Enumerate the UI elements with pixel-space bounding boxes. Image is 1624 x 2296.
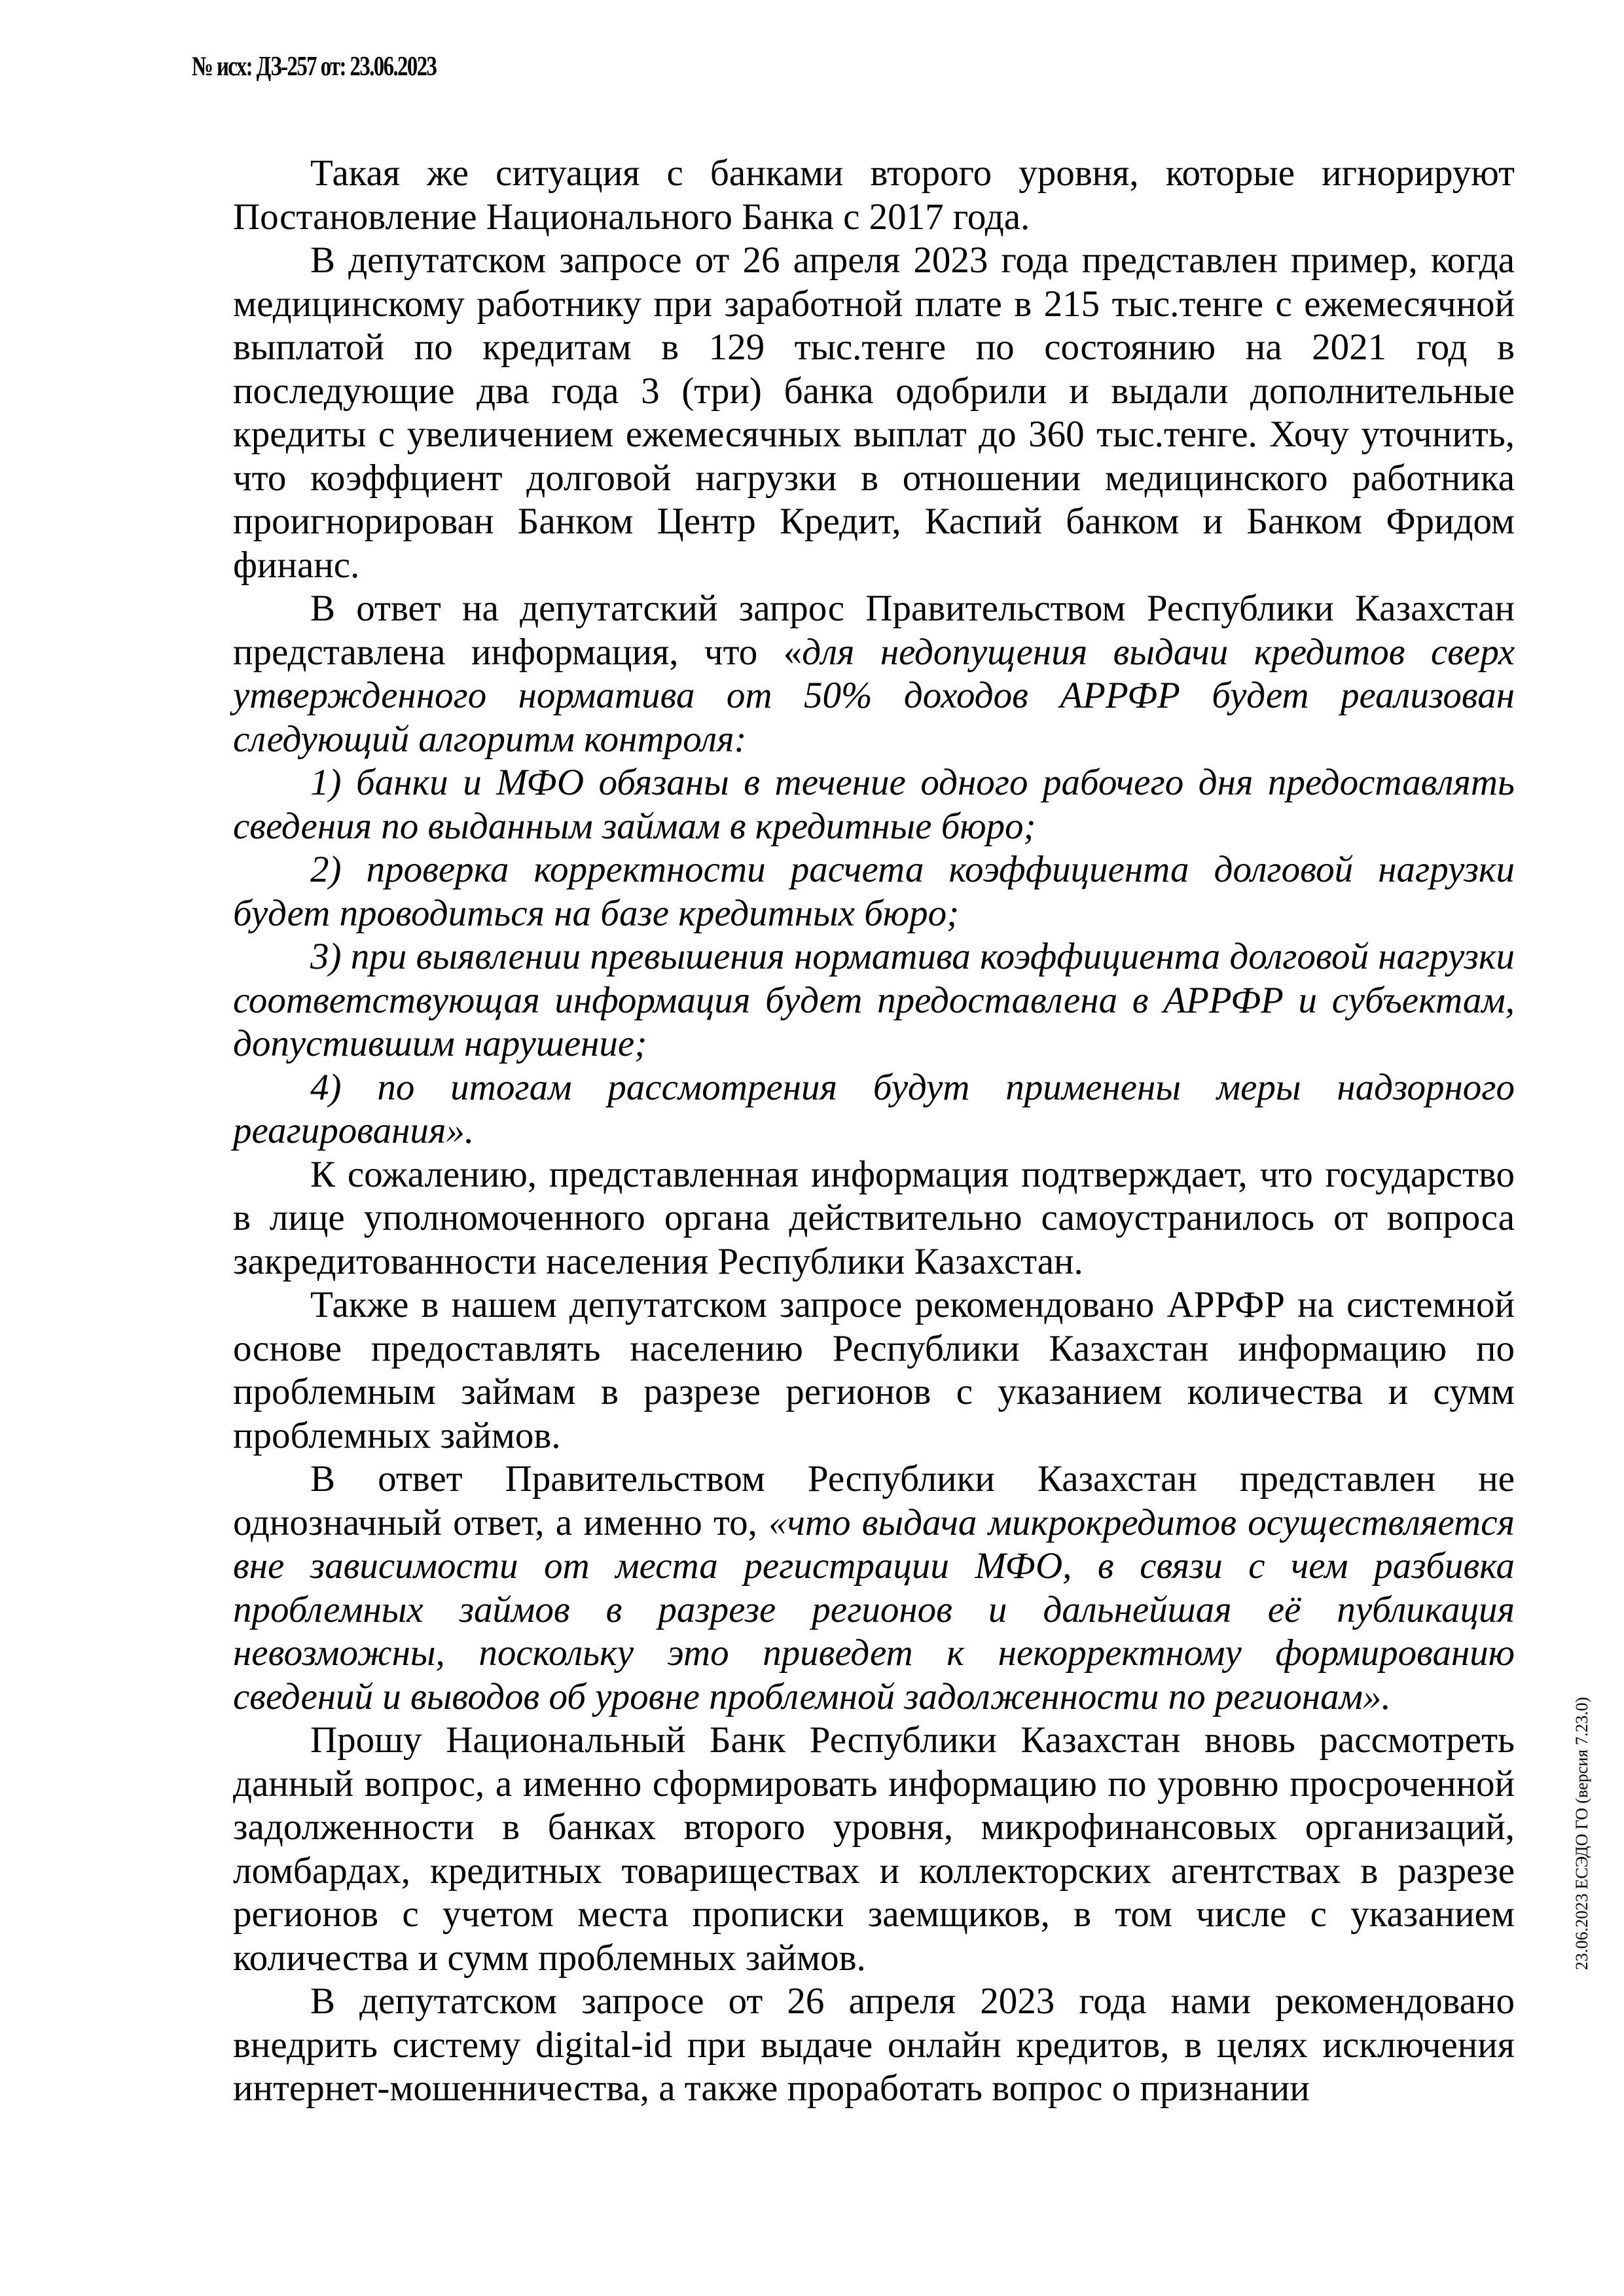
paragraph-text: К сожалению, представленная информация подтверждает, что государство в лице уполномоченного органа действительно самоустранилось от вопроса закредитованности населения Республики Казахстан. xyxy=(233,1153,1515,1282)
paragraph-text: В ответ на депутатский запрос Правительством Республики Казахстан представлена информация, что « xyxy=(233,588,1515,673)
paragraph-text: В депутатском запросе от 26 апреля 2023 года нами рекомендовано внедрить систему digital-id при выдаче онлайн кредитов, в целях исключения интернет-мошенничества, а также проработать вопрос о признании xyxy=(233,1981,1515,2109)
paragraph xyxy=(233,1153,1515,1284)
paragraph xyxy=(233,239,1515,587)
paragraph xyxy=(233,152,1515,239)
document-body xyxy=(233,152,1515,2111)
paragraph-quote: 4) по итогам рассмотрения будут применены меры надзорного реагирования». xyxy=(233,1066,1515,1151)
paragraph xyxy=(233,1458,1515,1719)
paragraph-text: Такая же ситуация с банками второго уровня, которые игнорируют Постановление Национального Банка с 2017 года. xyxy=(233,152,1515,238)
paragraph-text: В депутатском запросе от 26 апреля 2023 года представлен пример, когда медицинскому работнику при заработной плате в 215 тыс.тенге с ежемесячной выплатой по кредитам в 129 тыс.тенге по состоянию на 2021 год в последующие два года 3 (три) банка одобрили и выдали дополнительные кредиты с увеличением ежемесячных выплат до 360 тыс.тенге. Хочу уточнить, что коэффциент долговой нагрузки в отношении медицинского работника проигнорирован Банком Центр Кредит, Каспий банком и Банком Фридом финанс. xyxy=(233,240,1515,586)
paragraph xyxy=(233,587,1515,761)
paragraph xyxy=(233,1980,1515,2111)
paragraph-quote: 3) при выявлении превышения норматива коэффициента долговой нагрузки соответствующая информация будет предоставлена в АРРФР и субъектам, допустившим нарушение; xyxy=(233,936,1515,1064)
paragraph-text: Прошу Национальный Банк Республики Казахстан вновь рассмотреть данный вопрос, а именно сформировать информацию по уровню просроченной задолженности в банках второго уровня, микрофинансовых организаций, ломбардах, кредитных товариществах и коллекторских агентствах в разрезе регионов с учетом места прописки заемщиков, в том числе с указанием количества и сумм проблемных займов. xyxy=(233,1719,1515,1979)
document-number: № исх: ДЗ-257 от: 23.06.2023 xyxy=(192,52,437,82)
side-registration-stamp: 23.06.2023 ЕСЭДО ГО (версия 7.23.0) xyxy=(1572,1696,1591,1970)
paragraph xyxy=(233,935,1515,1066)
paragraph-quote: для недопущения выдачи кредитов сверх утвержденного норматива от 50% доходов АРРФР будет реализован следующий алгоритм контроля: xyxy=(233,631,1515,760)
paragraph-quote: 1) банки и МФО обязаны в течение одного рабочего дня предоставлять сведения по выданным займам в кредитные бюро; xyxy=(233,762,1515,847)
paragraph-quote: 2) проверка корректности расчета коэффициента долговой нагрузки будет проводиться на базе кредитных бюро; xyxy=(233,849,1515,934)
paragraph xyxy=(233,1066,1515,1153)
paragraph xyxy=(233,1719,1515,1980)
paragraph-text: В ответ Правительством Республики Казахстан представлен не однозначный ответ, а именно то, xyxy=(233,1458,1515,1543)
paragraph-text: Также в нашем депутатском запросе рекомендовано АРРФР на системной основе предоставлять населению Республики Казахстан информацию по проблемным займам в разрезе регионов с указанием количества и сумм проблемных займов. xyxy=(233,1284,1515,1456)
paragraph xyxy=(233,848,1515,935)
paragraph-quote: «что выдача микрокредитов осуществляется вне зависимости от места регистрации МФО, в связи с чем разбивка проблемных займов в разрезе регионов и дальнейшая её публикация невозможны, поскольку это приведет к некорректному формированию сведений и выводов об уровне проблемной задолженности по регионам». xyxy=(233,1501,1515,1717)
paragraph xyxy=(233,761,1515,848)
paragraph xyxy=(233,1283,1515,1458)
